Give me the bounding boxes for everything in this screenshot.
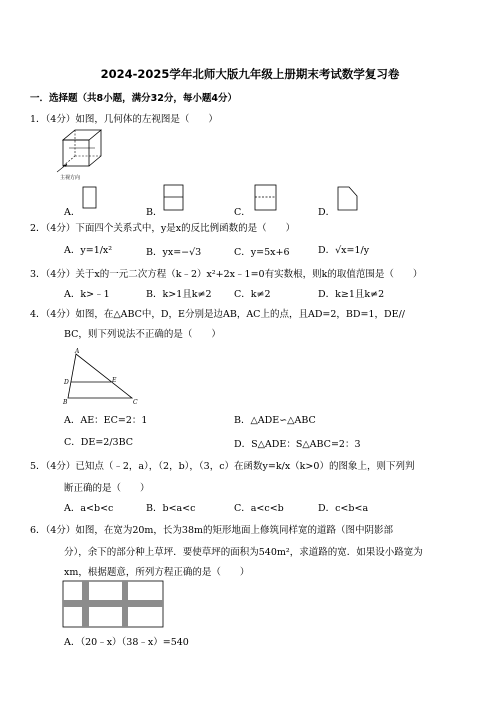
- q1-option-b: B．: [146, 207, 163, 218]
- q2-option-c: C．y=5x+6: [234, 247, 290, 258]
- q1-option-a-figure: [82, 186, 98, 210]
- q2-option-a: A．y=1/x²: [64, 245, 113, 256]
- question-4-line-1: 4．（4分）如图，在△ABC中，D，E分别是边AB，AC上的点，且AD=2，BD=1，DE//: [30, 309, 405, 320]
- q1-figure-label: 主视方向: [60, 175, 81, 181]
- q1-solid-figure: [55, 128, 105, 178]
- q5-option-c: C．a<c<b: [234, 503, 284, 514]
- q5-option-a: A．a<b<c: [64, 503, 114, 514]
- q1-option-c: C．: [234, 207, 251, 218]
- q3-option-b: B．k>1且k≠2: [146, 289, 212, 300]
- q1-option-b-figure: [163, 184, 185, 212]
- q1-option-a: A．: [64, 207, 81, 218]
- section-heading: 一．选择题（共8小题，满分32分，每小题4分）: [30, 93, 237, 104]
- q6-option-a: A．（20﹣x）（38﹣x）=540: [64, 637, 189, 648]
- q1-option-c-figure: [254, 184, 278, 212]
- q4-option-c: C．DE=2/3BC: [64, 437, 133, 448]
- q4-label-b: B: [63, 399, 68, 406]
- q2-option-b: B．yx=−√3: [146, 247, 202, 258]
- q3-option-d: D．k≥1且k≠2: [318, 289, 385, 300]
- q4-option-b: B．△ADE∽△ABC: [234, 415, 316, 426]
- q6-road-figure: [62, 580, 166, 630]
- q5-option-d: D．c<b<a: [318, 503, 369, 514]
- q1-option-d-figure: [337, 186, 359, 212]
- q2-option-d: D．√x=1/y: [318, 245, 370, 256]
- q5-option-b: B．b<a<c: [146, 503, 196, 514]
- q4-triangle-figure: [60, 346, 140, 406]
- question-1: 1．（4分）如图，几何体的左视图是（ ）: [30, 114, 218, 125]
- q4-option-d: D．S△ADE：S△ABC=2：3: [234, 439, 361, 450]
- question-6-line-1: 6．（4分）如图，在宽为20m，长为38m的矩形地面上修筑同样宽的道路（图中阴影部: [30, 525, 394, 536]
- q4-label-a: A: [75, 348, 80, 355]
- question-6-line-3: xm，根据题意，所列方程正确的是（ ）: [64, 567, 250, 578]
- q3-option-a: A．k>﹣1: [64, 289, 110, 300]
- question-2: 2．（4分）下面四个关系式中，y是x的反比例函数的是（ ）: [30, 223, 296, 234]
- q4-label-d: D: [64, 379, 69, 386]
- q1-option-d: D．: [318, 207, 336, 218]
- question-5-line-2: 断正确的是（ ）: [64, 483, 150, 494]
- q3-option-c: C．k≠2: [234, 289, 271, 300]
- q4-label-c: C: [133, 399, 138, 406]
- q4-label-e: E: [112, 377, 117, 384]
- question-6-line-2: 分），余下的部分种上草坪．要使草坪的面积为540m²，求道路的宽．如果设小路宽为: [64, 547, 423, 558]
- question-3: 3．（4分）关于x的一元二次方程（k﹣2）x²+2x﹣1=0有实数根，则k的取值范围是（ ）: [30, 269, 423, 280]
- question-5-line-1: 5．（4分）已知点（﹣2，a），（2，b），（3，c）在函数y=k/x（k>0）的图象上，则下列判: [30, 461, 415, 472]
- page-title: 2024-2025学年北师大版九年级上册期末考试数学复习卷: [100, 67, 400, 81]
- question-4-line-2: BC，则下列说法不正确的是（ ）: [64, 329, 221, 340]
- q4-option-a: A．AE：EC=2：1: [64, 415, 148, 426]
